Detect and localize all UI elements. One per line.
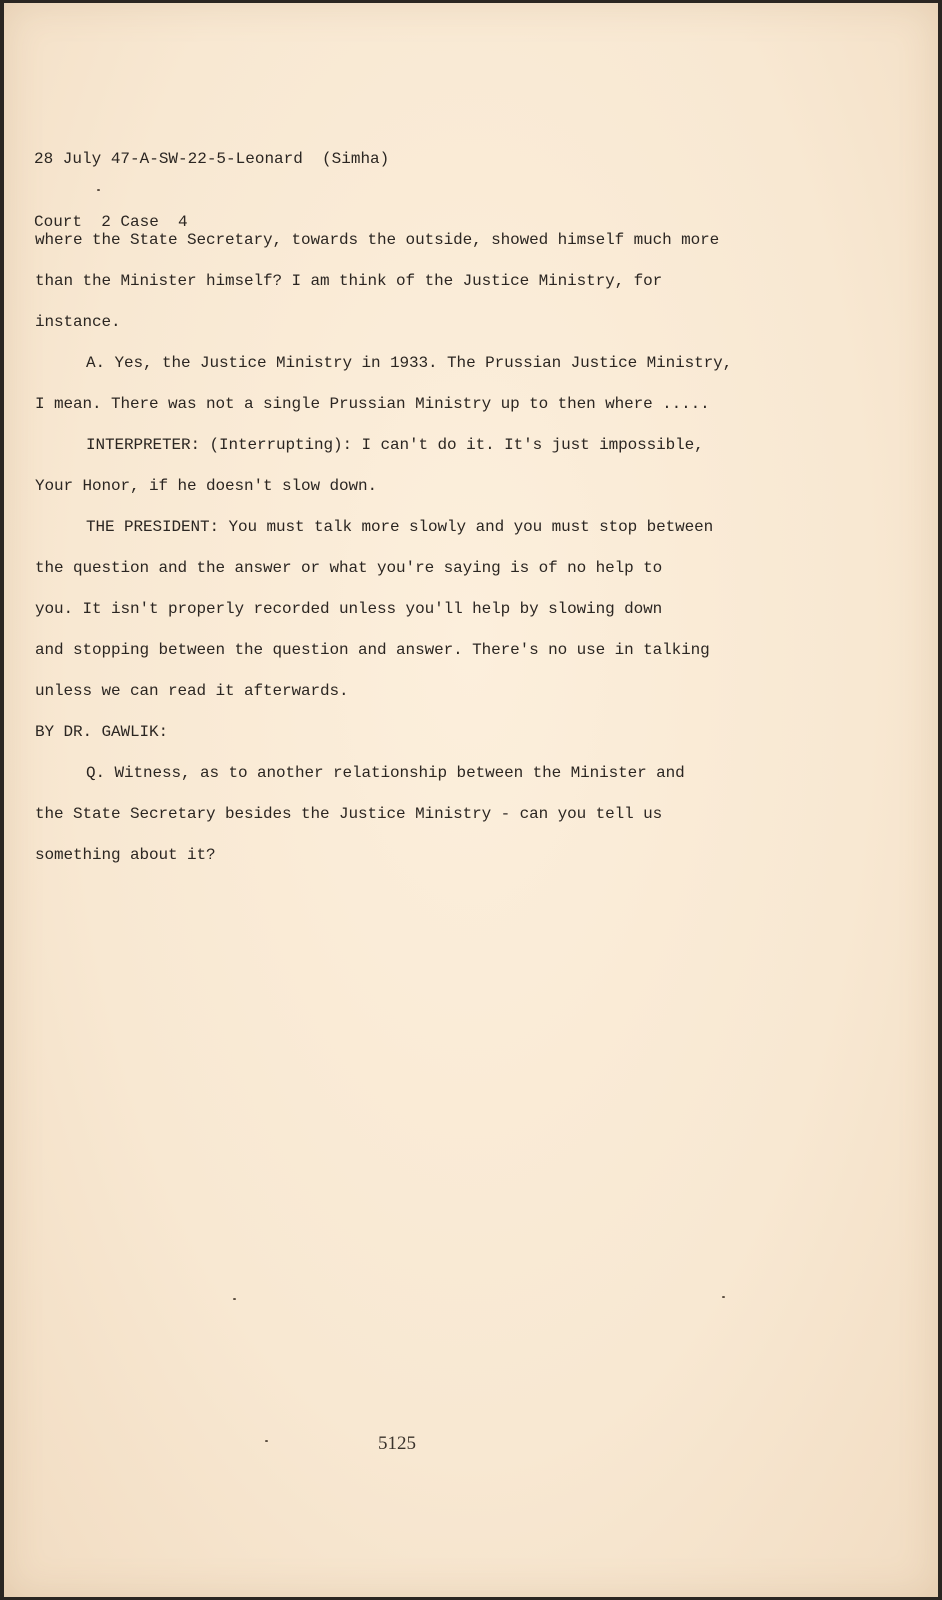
paper-speck [97,189,100,191]
transcript-line: THE PRESIDENT: You must talk more slowly and you must stop between [86,518,714,536]
paper-speck [265,1440,268,1442]
transcript-line: the State Secretary besides the Justice Ministry - can you tell us [35,805,663,823]
transcript-line: Q. Witness, as to another relationship between the Minister and [86,764,685,782]
transcript-line: something about it? [35,846,216,864]
header-line-court-case: Court 2 Case 4 [34,213,188,231]
document-header [34,107,389,275]
transcript-line: where the State Secretary, towards the outside, showed himself much more [35,231,720,249]
transcript-line: you. It isn't properly recorded unless you'll help by slowing down [35,600,663,618]
transcript-line: I mean. There was not a single Prussian Ministry up to then where ..... [35,395,710,413]
paper-speck [233,1298,236,1300]
transcript-line: INTERPRETER: (Interrupting): I can't do it. It's just impossible, [86,436,704,454]
transcript-page [4,3,938,1597]
paper-speck [722,1296,725,1298]
transcript-line: instance. [35,313,121,331]
transcript-line: unless we can read it afterwards. [35,682,349,700]
transcript-line: and stopping between the question and answer. There's no use in talking [35,641,710,659]
header-line-date-reference: 28 July 47-A-SW-22-5-Leonard (Simha) [34,150,390,168]
transcript-line: Your Honor, if he doesn't slow down. [35,477,378,495]
transcript-line: than the Minister himself? I am think of the Justice Ministry, for [35,272,663,290]
page-number: 5125 [378,1433,416,1454]
transcript-line: BY DR. GAWLIK: [35,723,169,741]
transcript-line: A. Yes, the Justice Ministry in 1933. The Prussian Justice Ministry, [86,354,733,372]
transcript-line: the question and the answer or what you're saying is of no help to [35,559,663,577]
